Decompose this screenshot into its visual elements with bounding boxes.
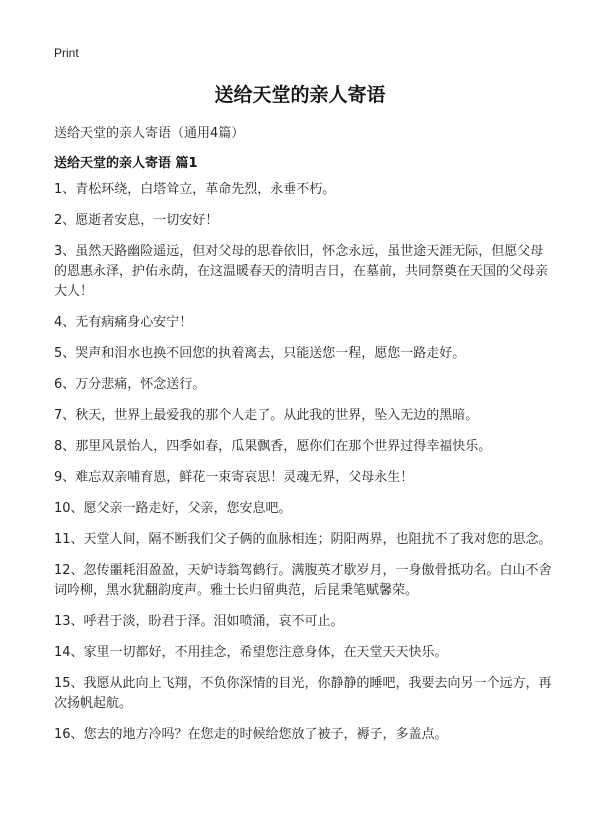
print-label: Print [54,46,79,60]
list-item: 10、愿父亲一路走好，父亲，您安息吧。 [54,501,292,516]
list-item: 1、青松环绕，白塔耸立，革命先烈，永垂不朽。 [54,182,336,197]
list-item: 8、那里风景怡人，四季如春，瓜果飘香，愿你们在那个世界过得幸福快乐。 [54,439,492,454]
list-item: 5、哭声和泪水也换不回您的执着离去，只能送您一程，愿您一路走好。 [54,346,466,361]
section-heading: 送给天堂的亲人寄语 篇1 [54,156,198,171]
list-item: 16、您去的地方冷吗？在您走的时候给您放了被子，褥子，多盖点。 [54,727,448,742]
list-item: 12、忽传噩耗泪盈盈，天妒诗翁驾鹤行。满腹英才歇岁月，一身傲骨抵功名。白山不舍词吟柳，黑水犹翻韵度声。雅士长归留典范，后昆秉笔赋馨荣。 [54,563,552,598]
list-item: 15、我愿从此向上飞翔，不负你深情的目光，你静静的睡吧，我要去向另一个远方，再次扬帆起航。 [54,676,552,711]
list-item: 4、无有病痛身心安宁！ [54,315,193,330]
list-item: 3、虽然天路幽险遥远，但对父母的思眷依旧，怀念永远，虽世途天涯无际，但愿父母的恩惠永泽，护佑永荫，在这温暖春天的清明吉日，在墓前，共同祭奠在天国的父母亲大人！ [54,244,549,299]
document-title: 送给天堂的亲人寄语 [214,84,386,106]
list-item: 6、万分悲痛，怀念送行。 [54,377,206,392]
document-subtitle: 送给天堂的亲人寄语（通用4篇） [54,126,245,141]
list-item: 13、呼君于淡，盼君于泽。泪如喷涌，哀不可止。 [54,614,344,629]
message-list [54,180,554,756]
list-item: 7、秋天，世界上最爱我的那个人走了。从此我的世界，坠入无边的黑暗。 [54,408,479,423]
list-item: 9、难忘双亲哺育恩，鲜花一束寄哀思！灵魂无界，父母永生！ [54,470,414,485]
list-item: 14、家里一切都好，不用挂念，希望您注意身体，在天堂天天快乐。 [54,645,448,660]
list-item: 11、天堂人间，隔不断我们父子俩的血脉相连；阴阳两界，也阻扰不了我对您的思念。 [54,532,552,547]
list-item: 2、愿逝者安息，一切安好！ [54,213,219,228]
